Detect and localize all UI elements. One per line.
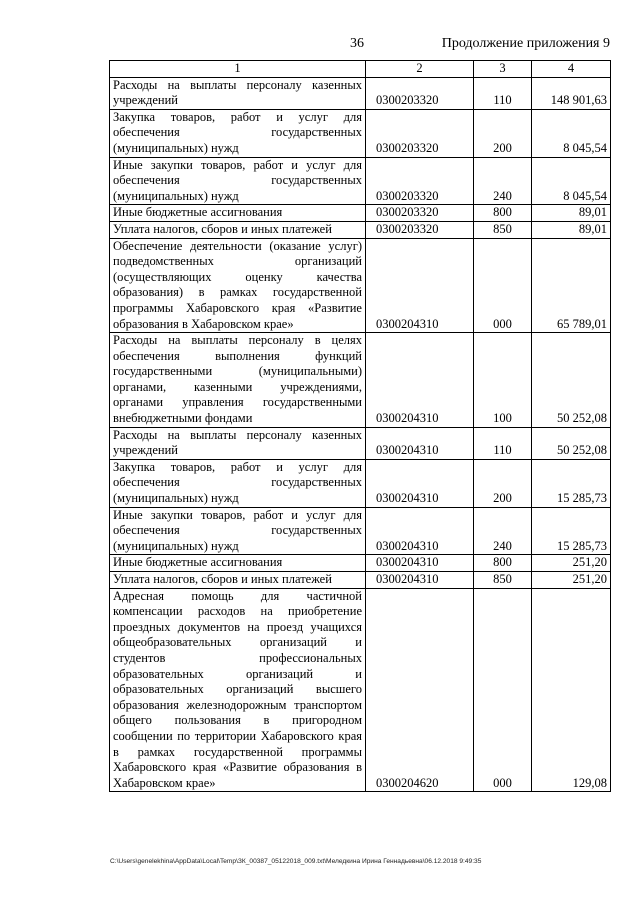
row-expense-type: 110: [474, 77, 532, 109]
row-name: Иные бюджетные ассигнования: [110, 555, 366, 572]
row-amount: 8 045,54: [532, 157, 611, 205]
row-amount: 50 252,08: [532, 427, 611, 459]
column-header: 2: [366, 61, 474, 78]
row-expense-type: 200: [474, 459, 532, 507]
row-code: 0300203320: [366, 77, 474, 109]
row-amount: 65 789,01: [532, 238, 611, 333]
row-amount: 148 901,63: [532, 77, 611, 109]
row-expense-type: 200: [474, 109, 532, 157]
row-amount: 89,01: [532, 221, 611, 238]
row-name: Закупка товаров, работ и услуг для обеспечения государственных (муниципальных) нужд: [110, 109, 366, 157]
row-code: 0300203320: [366, 157, 474, 205]
row-expense-type: 000: [474, 238, 532, 333]
row-name: Адресная помощь для частичной компенсации расходов на приобретение проездных документов на проезд учащихся общеобразовательных организаций и студентов профессиональных образовательных организаций и образовательных организаций высшего образования железнодорожным транспортом общего пользования в пригородном сообщении по территории Хабаровского края в рамках государственной программы Хабаровского края «Развитие образования в Хабаровском крае»: [110, 588, 366, 792]
row-name: Расходы на выплаты персоналу казенных учреждений: [110, 427, 366, 459]
row-code: 0300204310: [366, 572, 474, 589]
row-expense-type: 850: [474, 221, 532, 238]
table-row: [110, 459, 611, 507]
page-number: 36: [350, 36, 364, 51]
row-amount: 15 285,73: [532, 507, 611, 555]
row-name: Обеспечение деятельности (оказание услуг) подведомственных организаций (осуществляющих оценку качества образования) в рамках государственной программы Хабаровского края «Развитие образования в Хабаровском крае»: [110, 238, 366, 333]
row-amount: 15 285,73: [532, 459, 611, 507]
row-amount: 8 045,54: [532, 109, 611, 157]
row-expense-type: 850: [474, 572, 532, 589]
table-row: [110, 109, 611, 157]
row-code: 0300203320: [366, 205, 474, 222]
column-header: 3: [474, 61, 532, 78]
table-row: [110, 77, 611, 109]
table-row: [110, 572, 611, 589]
row-name: Иные закупки товаров, работ и услуг для обеспечения государственных (муниципальных) нужд: [110, 157, 366, 205]
table-row: [110, 507, 611, 555]
row-name: Уплата налогов, сборов и иных платежей: [110, 221, 366, 238]
column-header-row: [110, 61, 611, 78]
row-code: 0300204310: [366, 555, 474, 572]
table-row: [110, 205, 611, 222]
column-header: 1: [110, 61, 366, 78]
row-name: Расходы на выплаты персоналу в целях обеспечения выполнения функций государственными (муниципальными) органами, казенными учреждениями, органами управления государственными внебюджетными фондами: [110, 333, 366, 428]
row-name: Иные бюджетные ассигнования: [110, 205, 366, 222]
row-expense-type: 800: [474, 555, 532, 572]
budget-table: [109, 60, 611, 792]
row-expense-type: 110: [474, 427, 532, 459]
row-expense-type: 100: [474, 333, 532, 428]
row-amount: 89,01: [532, 205, 611, 222]
continuation-label: Продолжение приложения 9: [441, 36, 610, 51]
page-header: [0, 36, 640, 56]
row-code: 0300204310: [366, 333, 474, 428]
row-expense-type: 240: [474, 157, 532, 205]
table-row: [110, 333, 611, 428]
row-expense-type: 000: [474, 588, 532, 792]
row-amount: 129,08: [532, 588, 611, 792]
row-amount: 251,20: [532, 555, 611, 572]
row-code: 0300203320: [366, 109, 474, 157]
table-row: [110, 427, 611, 459]
row-code: 0300204620: [366, 588, 474, 792]
table-row: [110, 157, 611, 205]
file-path-footer: C:\Users\genelekhina\AppData\Local\Temp\ЗК_00387_05122018_009.txt\Меледкина Ирина Геннадьевна\06.12.2018 9:49:35: [110, 858, 482, 865]
row-code: 0300203320: [366, 221, 474, 238]
table-row: [110, 221, 611, 238]
row-code: 0300204310: [366, 507, 474, 555]
row-amount: 50 252,08: [532, 333, 611, 428]
table-row: [110, 555, 611, 572]
row-name: Расходы на выплаты персоналу казенных учреждений: [110, 77, 366, 109]
row-code: 0300204310: [366, 459, 474, 507]
row-code: 0300204310: [366, 238, 474, 333]
table-row: [110, 588, 611, 792]
row-expense-type: 240: [474, 507, 532, 555]
column-header: 4: [532, 61, 611, 78]
row-name: Уплата налогов, сборов и иных платежей: [110, 572, 366, 589]
row-code: 0300204310: [366, 427, 474, 459]
row-name: Закупка товаров, работ и услуг для обеспечения государственных (муниципальных) нужд: [110, 459, 366, 507]
row-amount: 251,20: [532, 572, 611, 589]
row-expense-type: 800: [474, 205, 532, 222]
row-name: Иные закупки товаров, работ и услуг для обеспечения государственных (муниципальных) нужд: [110, 507, 366, 555]
table-row: [110, 238, 611, 333]
